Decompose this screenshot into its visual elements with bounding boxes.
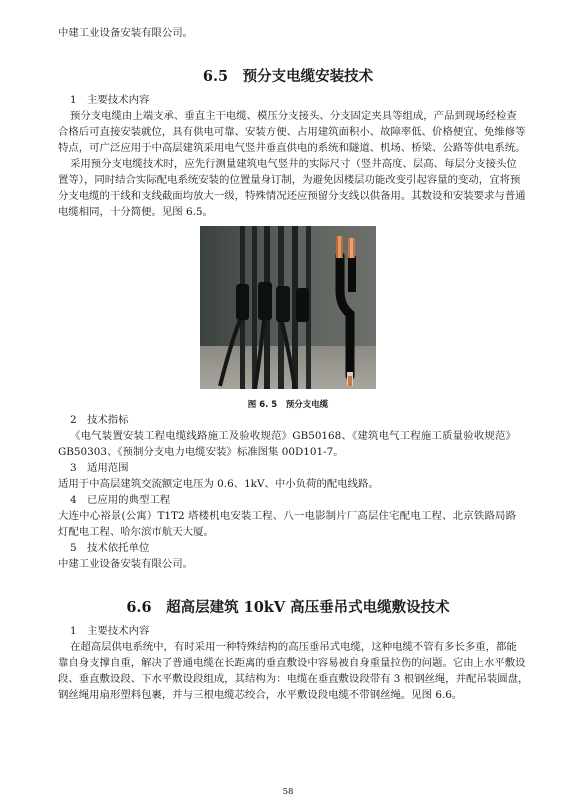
branch-cable-illustration [200,226,376,389]
paragraph-line: 分支电缆的干线和支线截面均放大一级，特殊情况还应预留分支线以供备用。其数设和安装要求与普通 [58,190,526,202]
section-6-6-sub1-title: 1 主要技术内容 [70,625,150,637]
paragraph-line: 灯配电工程、哈尔滨市航天大厦。 [58,526,214,538]
paragraph-line: 在超高层供电系统中，有时采用一种特殊结构的高压垂吊式电缆，这种电缆不管有多长多重，都能 [70,641,517,653]
section-6-5-sub1-title: 1 主要技术内容 [70,94,150,106]
section-6-5-sub5-title: 5 技术依托单位 [70,542,150,554]
paragraph-line: 特点，可广泛应用于中高层建筑采用电气竖井垂直供电的系统和隧道、机场、桥梁、公路等供电系统。 [58,142,526,154]
paragraph-line: 段、垂直敷设段、下水平敷设段组成，其结构为：电缆在垂直敷设段带有 3 根钢丝绳，并配吊装圆盘， [58,673,529,685]
paragraph-line: 中建工业设备安装有限公司。 [58,558,194,570]
paragraph-line: 合格后可直接安装就位，具有供电可靠、安装方便、占用建筑面积小、故障率低、价格便宜、免维修等 [58,126,526,138]
paragraph-line: 大连中心裕景(公寓）T1T2 塔楼机电安装工程、八一电影制片厂高层住宅配电工程、北京铁路局路 [58,510,516,522]
paragraph-line: 电缆相同，十分简便。见图 6.5。 [58,206,213,218]
section-6-5-sub4-title: 4 已应用的典型工程 [70,494,171,506]
paragraph-line: 置等），同时结合实际配电系统安装的位置量身订制，为避免因楼层功能改变引起容量的变动，宜将预 [58,174,521,186]
paragraph-line: 预分支电缆由上端支承、垂直主干电缆、模压分支接头、分支固定夹具等组成，产品到现场经检查 [70,110,517,122]
section-6-5-title: 6.5 预分支电缆安装技术 [202,68,374,85]
section-6-6-title: 6.6 超高层建筑 10kV 高压垂吊式电缆敷设技术 [126,599,450,616]
paragraph-line: 靠自身支撑自重，解决了普通电缆在长距离的垂直敷设中容易被自身重量拉伤的问题。它由上水平敷设 [58,657,526,669]
header-company: 中建工业设备安装有限公司。 [58,27,194,39]
section-6-5-sub3-title: 3 适用范围 [70,462,129,474]
paragraph-line: GB50303、《预制分支电力电缆安装》标准图集 00D101-7。 [58,446,344,458]
branch-cable-photo [200,226,376,389]
paragraph-line: 钢丝绳用扇形塑料包裹，并与三根电缆芯绞合，水平敷设段电缆不带钢丝绳。见图 6.6。 [58,689,463,701]
page-number: 58 [282,787,294,797]
paragraph-line: 采用预分支电缆技术时，应先行测量建筑电气竖井的实际尺寸（竖井高度、层高、每层分支接头位 [70,158,517,170]
paragraph-line: 适用于中高层建筑交流额定电压为 0.6、1kV、中小负荷的配电线路。 [58,478,379,490]
figure-caption: 图 6. 5 预分支电缆 [247,400,329,410]
paragraph-line: 《电气装置安装工程电缆线路施工及验收规范》GB50168、《建筑电气工程施工质量验收规范》 [70,430,516,442]
section-6-5-sub2-title: 2 技术指标 [70,414,129,426]
